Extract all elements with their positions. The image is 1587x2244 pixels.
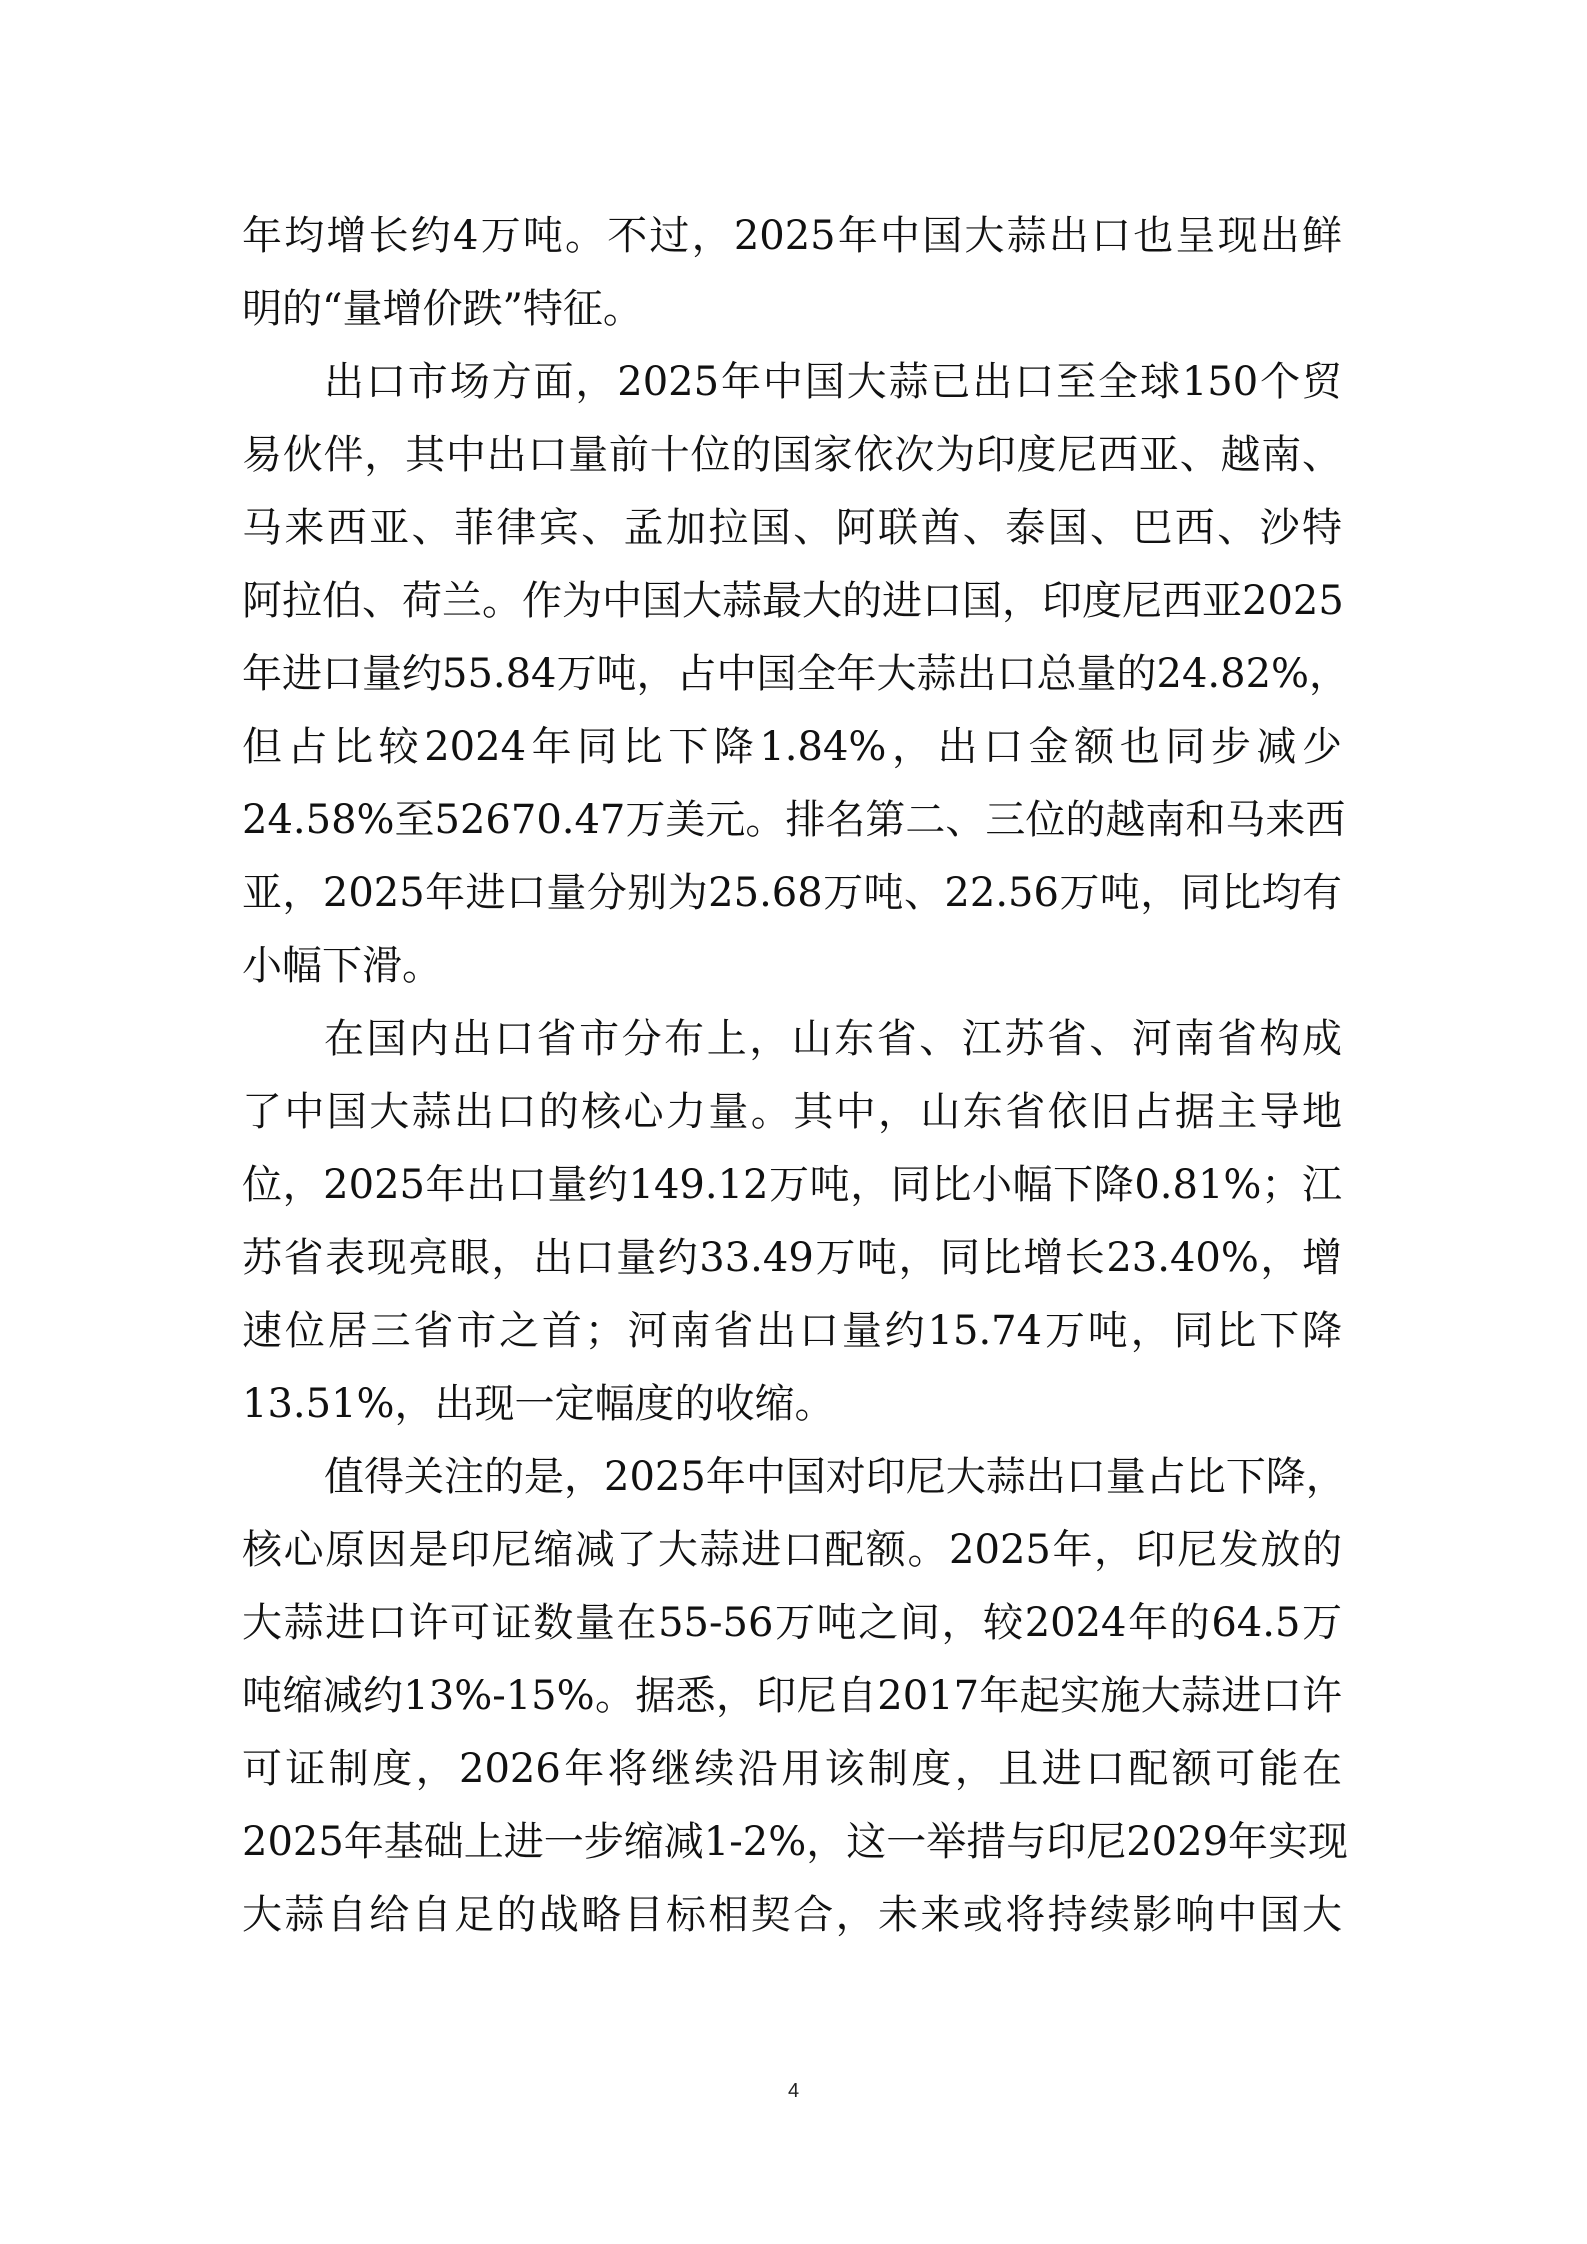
- text-line: 在国内出口省市分布上，山东省、江苏省、河南省构成: [324, 1016, 1342, 1062]
- body-text: [242, 200, 1350, 1952]
- text-line: 苏省表现亮眼，出口量约33.49万吨，同比增长23.40%，增: [242, 1235, 1342, 1281]
- text-line: 易伙伴，其中出口量前十位的国家依次为印度尼西亚、越南、: [242, 432, 1342, 478]
- text-line: 值得关注的是，2025年中国对印尼大蒜出口量占比下降，: [324, 1454, 1346, 1500]
- text-line: 了中国大蒜出口的核心力量。其中，山东省依旧占据主导地: [242, 1089, 1342, 1135]
- text-line: 可证制度，2026年将继续沿用该制度，且进口配额可能在: [242, 1746, 1342, 1792]
- text-line: 小幅下滑。: [242, 943, 442, 989]
- text-line: 位，2025年出口量约149.12万吨，同比小幅下降0.81%；江: [242, 1162, 1342, 1208]
- text-line: 明的“量增价跌”特征。: [242, 286, 643, 332]
- text-line: 2025年基础上进一步缩减1-2%，这一举措与印尼2029年实现: [242, 1819, 1349, 1865]
- text-line: 阿拉伯、荷兰。作为中国大蒜最大的进口国，印度尼西亚2025: [242, 578, 1344, 624]
- text-line: 24.58%至52670.47万美元。排名第二、三位的越南和马来西: [242, 797, 1346, 843]
- text-line: 亚，2025年进口量分别为25.68万吨、22.56万吨，同比均有: [242, 870, 1342, 916]
- text-line: 核心原因是印尼缩减了大蒜进口配额。2025年，印尼发放的: [242, 1527, 1342, 1573]
- page-number: 4: [787, 2080, 800, 2102]
- text-line: 吨缩减约13%-15%。据悉，印尼自2017年起实施大蒜进口许: [242, 1673, 1342, 1719]
- text-line: 但占比较2024年同比下降1.84%，出口金额也同步减少: [242, 724, 1342, 770]
- text-line: 年均增长约4万吨。不过，2025年中国大蒜出口也呈现出鲜: [242, 213, 1342, 259]
- text-line: 13.51%，出现一定幅度的收缩。: [242, 1381, 835, 1427]
- text-line: 年进口量约55.84万吨，占中国全年大蒜出口总量的24.82%，: [242, 651, 1350, 697]
- text-line: 大蒜进口许可证数量在55-56万吨之间，较2024年的64.5万: [242, 1600, 1342, 1646]
- text-line: 马来西亚、菲律宾、孟加拉国、阿联酋、泰国、巴西、沙特: [242, 505, 1342, 551]
- text-line: 出口市场方面，2025年中国大蒜已出口至全球150个贸: [324, 359, 1342, 405]
- text-line: 速位居三省市之首；河南省出口量约15.74万吨，同比下降: [242, 1308, 1342, 1354]
- text-line: 大蒜自给自足的战略目标相契合，未来或将持续影响中国大: [242, 1892, 1342, 1938]
